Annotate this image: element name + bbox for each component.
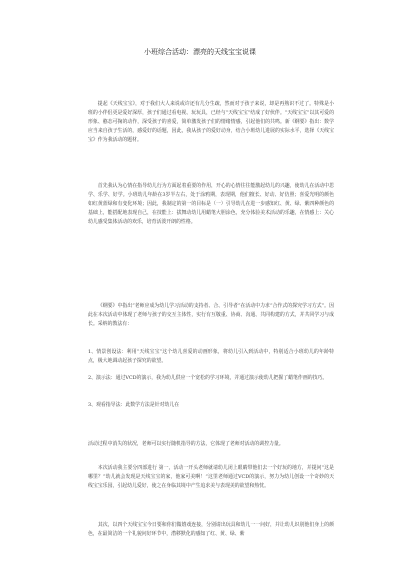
paragraph-process-2: 其次，以四个天线宝宝今日要和你们做嬉戏连接，分别请出玩具和幼儿一一问好，并让幼儿识别他们身上的颜色，在最简洁的一个礼貌问好环节中，潜移默化的感知了红、黄、绿、紫: [88, 522, 334, 537]
method-item-1: 1、情景创设法：利用“天线宝宝”这个幼儿喜爱的动画形象，将幼儿引入到活动中，特别适合小班幼儿的年龄特点，极大地调动起孩子探究的欲望。: [88, 349, 334, 364]
method-item-3: 3、观看指导法：此数学方法是针对幼儿在: [88, 402, 180, 408]
paragraph-guidance: 活动过程中消失的状况，老师可以实行随机指导的方法，它体现了老师对活动的调控力量。: [88, 441, 284, 447]
paragraph-intro: 提起《天线宝宝》，对于我们大人来说或许还有几分生疏，然而对于孩子来说，却是再熟识不过了。特殊是小班的小伴侣更是爱好深厚，孩子们通过看电视、玩玩具，已经与“天线宝宝”结成了好伙伴。“天线宝宝”以其可爱的形象、憨态可掬的动作，深受孩子的喜爱，简单激发孩子们的情绪情感，引起他们的共鸣。新《纲要》指出：数学应当来自孩子生活的，感爱好的话题，因此，我从孩子的爱好动身，结合小班幼儿进展的实际水平，选择《天线宝宝》作为我活动的题材。: [88, 101, 334, 143]
method-item-2: 2、演示法：通过VCD的演示，我为幼儿供应一个宽松的学习环境，并通过演示使幼儿把握了蜡笔作画的技巧。: [88, 375, 328, 381]
paragraph-methods-intro: 《纲要》中指出“老师应成为幼儿学习活动的支持者、合、引导者”在活动中力求“合作式的探究学习方式”。因此在本次活动中体现了老师与孩子的交互主体性，实行有互敬重、协商、沟通、共同构建的方式，并共同学习与成长。采纳的教法有：: [88, 303, 334, 327]
paragraph-goals: 首先我认为心情在指导幼儿行为方面起着重要的作用，开心的心情往往能激起幼儿的兴趣，使幼儿在活动中思学、乐学、好学。小班幼儿年龄在3岁半左右，处于涂鸦期，表现期，他们擅长、好动、好仿照；喜爱光明的颜色如红黄蓝绿和有变化环境；因此，我制定的第一的目标是（一）引导幼儿在进一步感知红、黄、绿、紫四种颜色的基础上，能搭配地表现自己，在技能上：拔舞动幼儿用蜡笔大胆涂色，充分体验美术活动的乐趣，在情感上：关心幼儿感受集体活动的欢乐，培育活泼开朗的性格。: [88, 183, 334, 225]
paragraph-process-1: 本次活动我主要分四部进行 第一，活动一开头老师就请幼儿闭上眼睛带他们去一个好玩的地方，并提问“这是哪里？”幼儿就会发现是天线宝宝的家，他家可美啊！“这里老师通过VCD的演示，努力为幼儿创设一个奇妙的天线宝宝乐园，引起幼儿爱好，使之在身临其境中产生追求美与表现美的欲望和热忱。: [88, 465, 334, 489]
document-title: 小班综合活动：漂亮的天线宝宝说课: [144, 48, 256, 56]
